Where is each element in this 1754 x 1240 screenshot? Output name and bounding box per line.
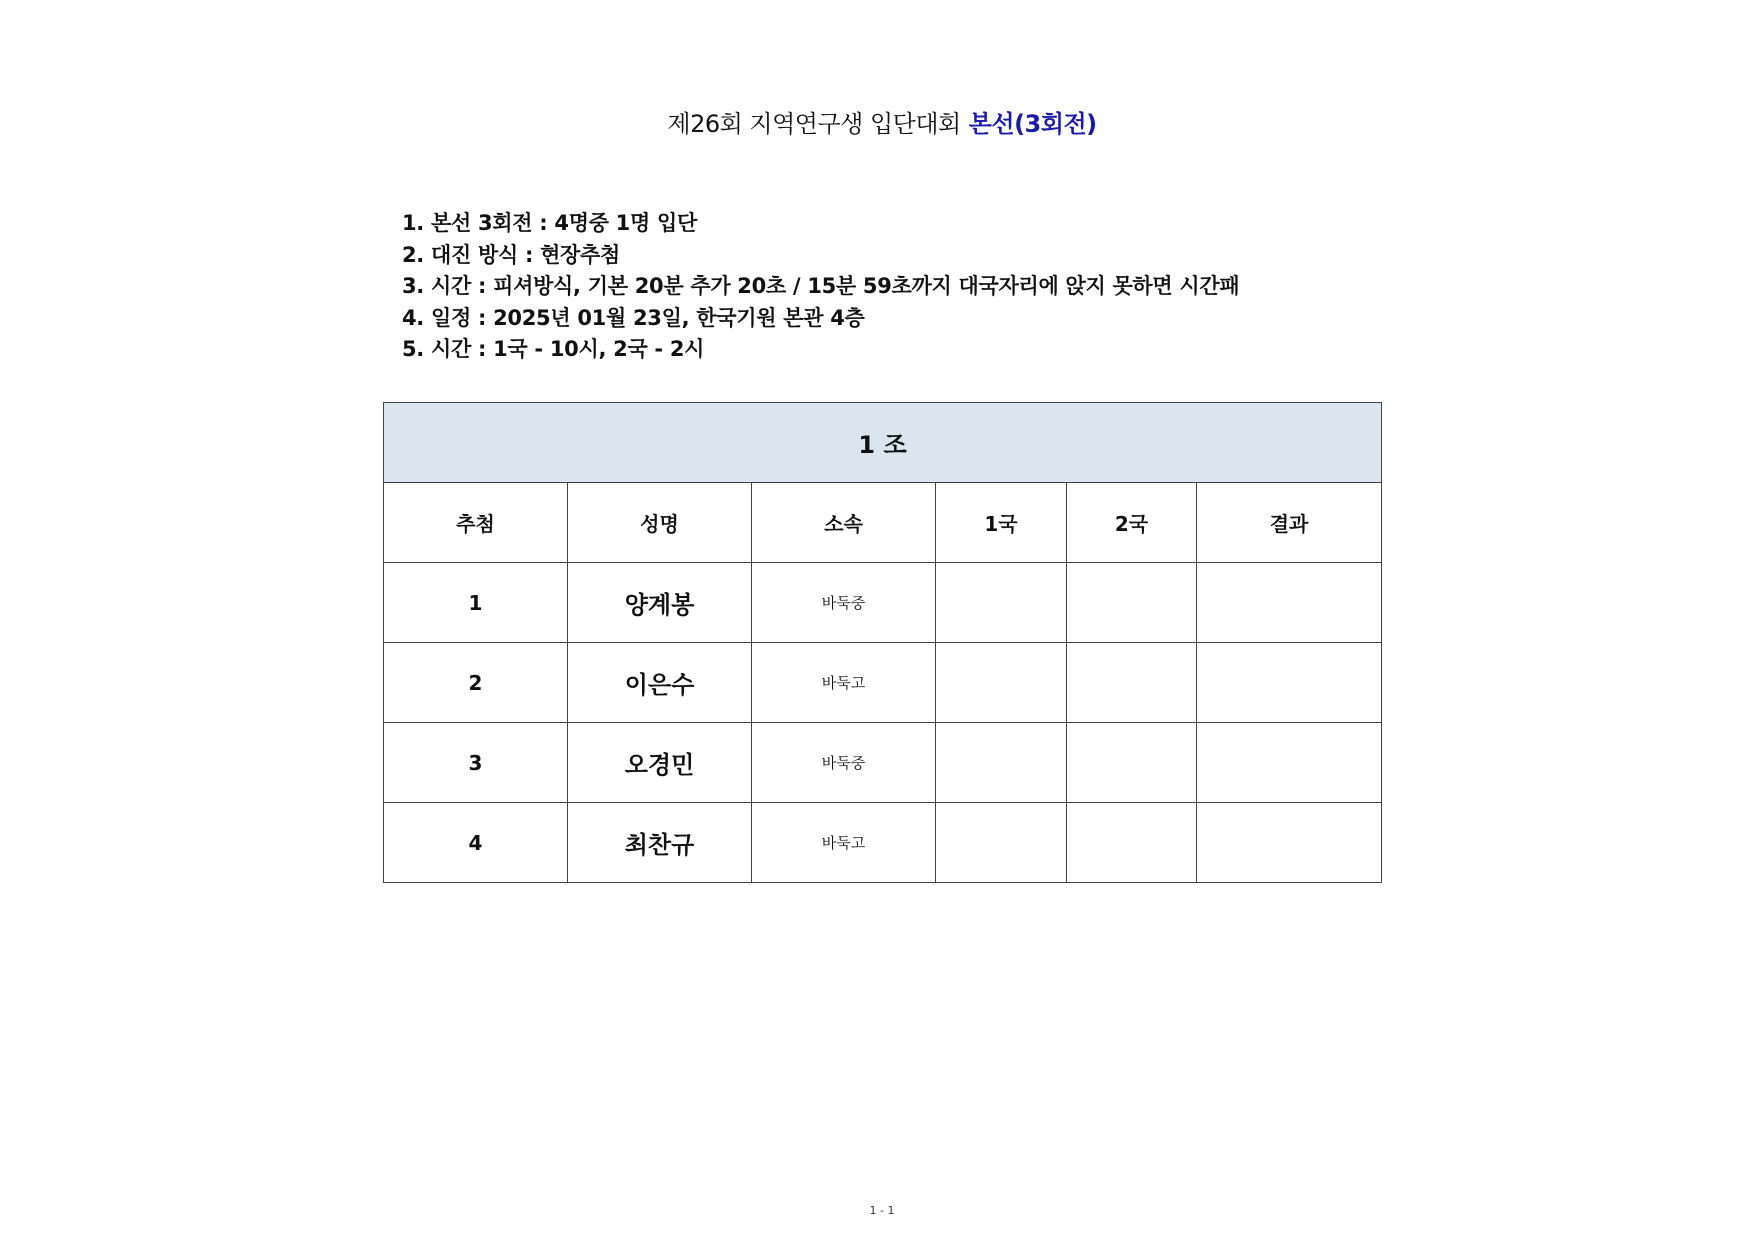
table-header-row bbox=[384, 483, 1382, 563]
header-result: 결과 bbox=[1197, 483, 1382, 563]
cell-game1 bbox=[936, 563, 1067, 643]
info-line: 2. 대진 방식 : 현장추첨 bbox=[402, 242, 621, 267]
cell-game2 bbox=[1067, 723, 1197, 803]
cell-result bbox=[1197, 563, 1382, 643]
header-affiliation: 소속 bbox=[752, 483, 936, 563]
page-number: 1 - 1 bbox=[869, 1204, 895, 1217]
cell-game1 bbox=[936, 803, 1067, 883]
cell-result bbox=[1197, 803, 1382, 883]
cell-name: 최찬규 bbox=[568, 803, 752, 883]
table-row bbox=[384, 643, 1382, 723]
cell-draw: 3 bbox=[384, 723, 568, 803]
page-title bbox=[0, 104, 1754, 139]
info-line: 4. 일정 : 2025년 01월 23일, 한국기원 본관 4층 bbox=[402, 305, 865, 330]
cell-affiliation: 바둑중 bbox=[752, 723, 936, 803]
cell-game2 bbox=[1067, 563, 1197, 643]
cell-name: 오경민 bbox=[568, 723, 752, 803]
info-list bbox=[402, 208, 1239, 366]
info-line: 1. 본선 3회전 : 4명중 1명 입단 bbox=[402, 211, 697, 235]
header-game1: 1국 bbox=[936, 483, 1067, 563]
cell-game1 bbox=[936, 723, 1067, 803]
cell-game2 bbox=[1067, 643, 1197, 723]
header-name: 성명 bbox=[568, 483, 752, 563]
cell-game1 bbox=[936, 643, 1067, 723]
title-main: 제26회 지역연구생 입단대회 bbox=[667, 110, 961, 138]
table-row bbox=[384, 563, 1382, 643]
cell-name: 양계봉 bbox=[568, 563, 752, 643]
header-game2: 2국 bbox=[1067, 483, 1197, 563]
cell-draw: 2 bbox=[384, 643, 568, 723]
cell-draw: 4 bbox=[384, 803, 568, 883]
title-accent: 본선(3회전) bbox=[968, 110, 1097, 138]
cell-draw: 1 bbox=[384, 563, 568, 643]
table-row bbox=[384, 723, 1382, 803]
group-table bbox=[383, 402, 1382, 883]
cell-affiliation: 바둑고 bbox=[752, 803, 936, 883]
cell-affiliation: 바둑중 bbox=[752, 563, 936, 643]
cell-result bbox=[1197, 723, 1382, 803]
cell-name: 이은수 bbox=[568, 643, 752, 723]
table-row bbox=[384, 803, 1382, 883]
cell-result bbox=[1197, 643, 1382, 723]
info-line: 3. 시간 : 피셔방식, 기본 20분 추가 20초 / 15분 59초까지 대국자리에 앉지 못하면 시간패 bbox=[402, 274, 1240, 298]
info-line: 5. 시간 : 1국 - 10시, 2국 - 2시 bbox=[402, 337, 705, 361]
cell-affiliation: 바둑고 bbox=[752, 643, 936, 723]
group-title: 1 조 bbox=[384, 403, 1382, 483]
header-draw: 추첨 bbox=[384, 483, 568, 563]
cell-game2 bbox=[1067, 803, 1197, 883]
